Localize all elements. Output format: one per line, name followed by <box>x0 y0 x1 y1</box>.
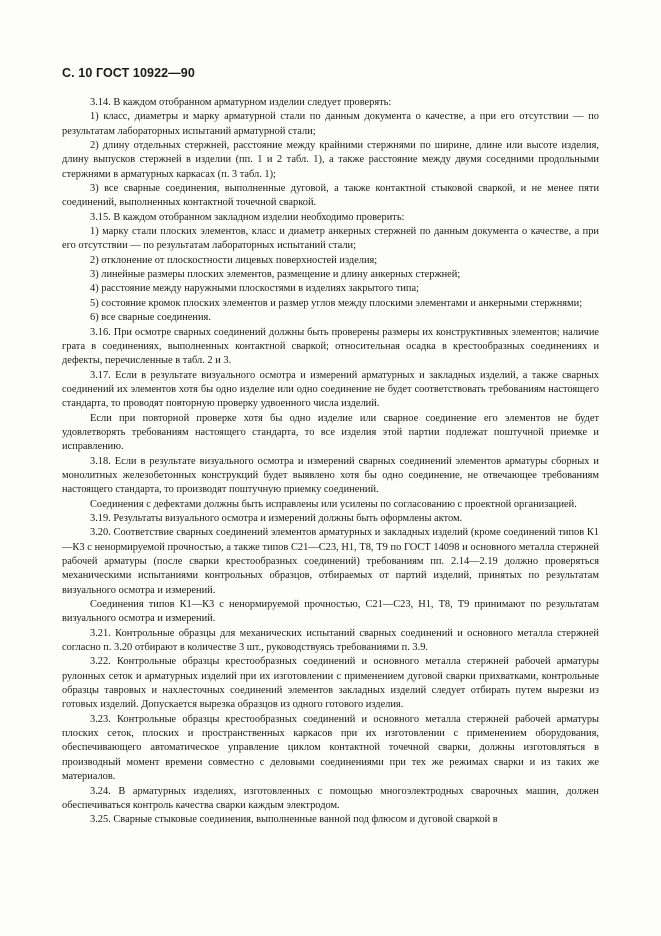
paragraph-3-18-cont: Соединения с дефектами должны быть исправлены или усилены по согласованию с проектной организацией. <box>90 498 577 510</box>
paragraph-3-18: 3.18. Если в результате визуального осмотра и измерений сварных соединений элементов арматуры сборных и монолитных железобетонных конструкций будет выявлено хотя бы одно соединение, не отвечающее требованиям настоящего стандарта, то производят поштучную приемку соединений. <box>62 455 599 496</box>
paragraph-3-14-item-1: 1) класс, диаметры и марку арматурной стали по данным документа о качестве, а при его отсутствии — по результатам лабораторных испытаний арматурной стали; <box>62 111 599 137</box>
paragraph-3-15-item-5: 5) состояние кромок плоских элементов и размер углов между плоскими элементами и анкерными стержнями; <box>90 297 583 309</box>
paragraph-3-15-item-1: 1) марку стали плоских элементов, класс и диаметр анкерных стержней по данным документа о качестве, а при его отсутствии — по результатам лабораторных испытаний стали; <box>62 226 599 252</box>
paragraph-3-17: 3.17. Если в результате визуального осмотра и измерений арматурных и закладных изделий, а также сварных соединений их элементов хотя бы одно изделие или одно соединение не будет соответствовать требованиям настоящего стандарта, то проводят повторную проверку удвоенного числа изделий. <box>62 369 599 410</box>
paragraph-3-20-cont: Соединения типов К1—К3 с ненормируемой прочностью, С21—С23, Н1, Т8, Т9 принимают по результатам визуального осмотра и измерений. <box>62 599 599 625</box>
paragraph-3-25: 3.25. Сварные стыковые соединения, выполненные ванной под флюсом и дуговой сваркой в <box>90 814 498 826</box>
paragraph-3-15: 3.15. В каждом отобранном закладном изделии необходимо проверить: <box>90 211 405 223</box>
page-header: С. 10 ГОСТ 10922—90 <box>62 66 195 80</box>
paragraph-3-15-item-4: 4) расстояние между наружными плоскостями в изделиях закрытого типа; <box>90 283 419 295</box>
paragraph-3-15-item-6: 6) все сварные соединения. <box>90 312 211 324</box>
paragraph-3-24: 3.24. В арматурных изделиях, изготовленных с помощью многоэлектродных сварочных машин, должен обеспечиваться контроль качества сварки каждым электродом. <box>62 785 599 811</box>
paragraph-3-22: 3.22. Контрольные образцы крестообразных соединений и основного металла стержней рабочей арматуры рулонных сеток и арматурных изделий при их изготовлении с применением дуговой сварки прихватками, контрольные образцы тавровых и нахлесточных соединений элементов закладных изделий следует отбирать путем вырезки из готовых изделий. Допускается вырезка образцов из одного готового изделия. <box>62 656 599 711</box>
paragraph-3-14-item-2: 2) длину отдельных стержней, расстояние между крайними стержнями по ширине, длине или высоте изделия, длину выпусков стержней в изделии (пп. 1 и 2 табл. 1), а также расстояние между двумя соседними продольными стержнями в арматурных каркасах (п. 3 табл. 1); <box>62 140 599 180</box>
paragraph-3-14: 3.14. В каждом отобранном арматурном изделии следует проверять: <box>90 97 392 108</box>
paragraph-3-23: 3.23. Контрольные образцы крестообразных соединений и основного металла стержней рабочей арматуры плоских сеток, плоских и пространственных каркасов при их изготовлении с применением оборудования, обеспечивающего автоматическое управление циклом контактной точечной сварки, должны изготовляться в производный момент времени совместно с деловыми соединениями при тех же режимах сварки и из таких же материалов. <box>62 713 599 783</box>
paragraph-3-19: 3.19. Результаты визуального осмотра и измерений должны быть оформлены актом. <box>90 512 463 524</box>
paragraph-3-15-item-3: 3) линейные размеры плоских элементов, размещение и длину анкерных стержней; <box>90 269 461 281</box>
paragraph-3-20: 3.20. Соответствие сварных соединений элементов арматурных и закладных изделий (кроме соединений типов К1—К3 с ненормируемой прочностью, а также типов С21—С23, Н1, Т8, Т9 по ГОСТ 14098 и основного металла стержней рабочей арматуры (после сварки крестообразных соединений) требованиям пп. 2.14—2.19 должно проверяться механическими испытаниями контрольных образцов, отбираемых от партий изделий, принятых по результатам визуального осмотра и измерений. <box>62 527 599 596</box>
paragraph-3-21: 3.21. Контрольные образцы для механических испытаний сварных соединений и основного металла стержней согласно п. 3.20 отбирают в количестве 3 шт., руководствуясь требованиями п. 3.9. <box>62 627 599 654</box>
paragraph-3-16: 3.16. При осмотре сварных соединений должны быть проверены размеры их конструктивных элементов; наличие грата в соединениях, выполненных контактной сваркой; относительная осадка в крестообразных соединениях и дефекты, перечисленные в табл. 2 и 3. <box>62 326 599 367</box>
paragraph-3-14-item-3: 3) все сварные соединения, выполненные дуговой, а также контактной стыковой сваркой, и не менее пяти соединений, выполненных контактной точечной сваркой. <box>62 183 599 209</box>
paragraph-3-17-cont: Если при повторной проверке хотя бы одно изделие или сварное соединение его элементов не будет удовлетворять требованиям настоящего стандарта, то все изделия этой партии подлежат поштучной приемке и исправлению. <box>62 412 599 453</box>
document-body <box>62 96 599 828</box>
paragraph-3-15-item-2: 2) отклонение от плоскостности лицевых поверхностей изделия; <box>90 254 378 266</box>
